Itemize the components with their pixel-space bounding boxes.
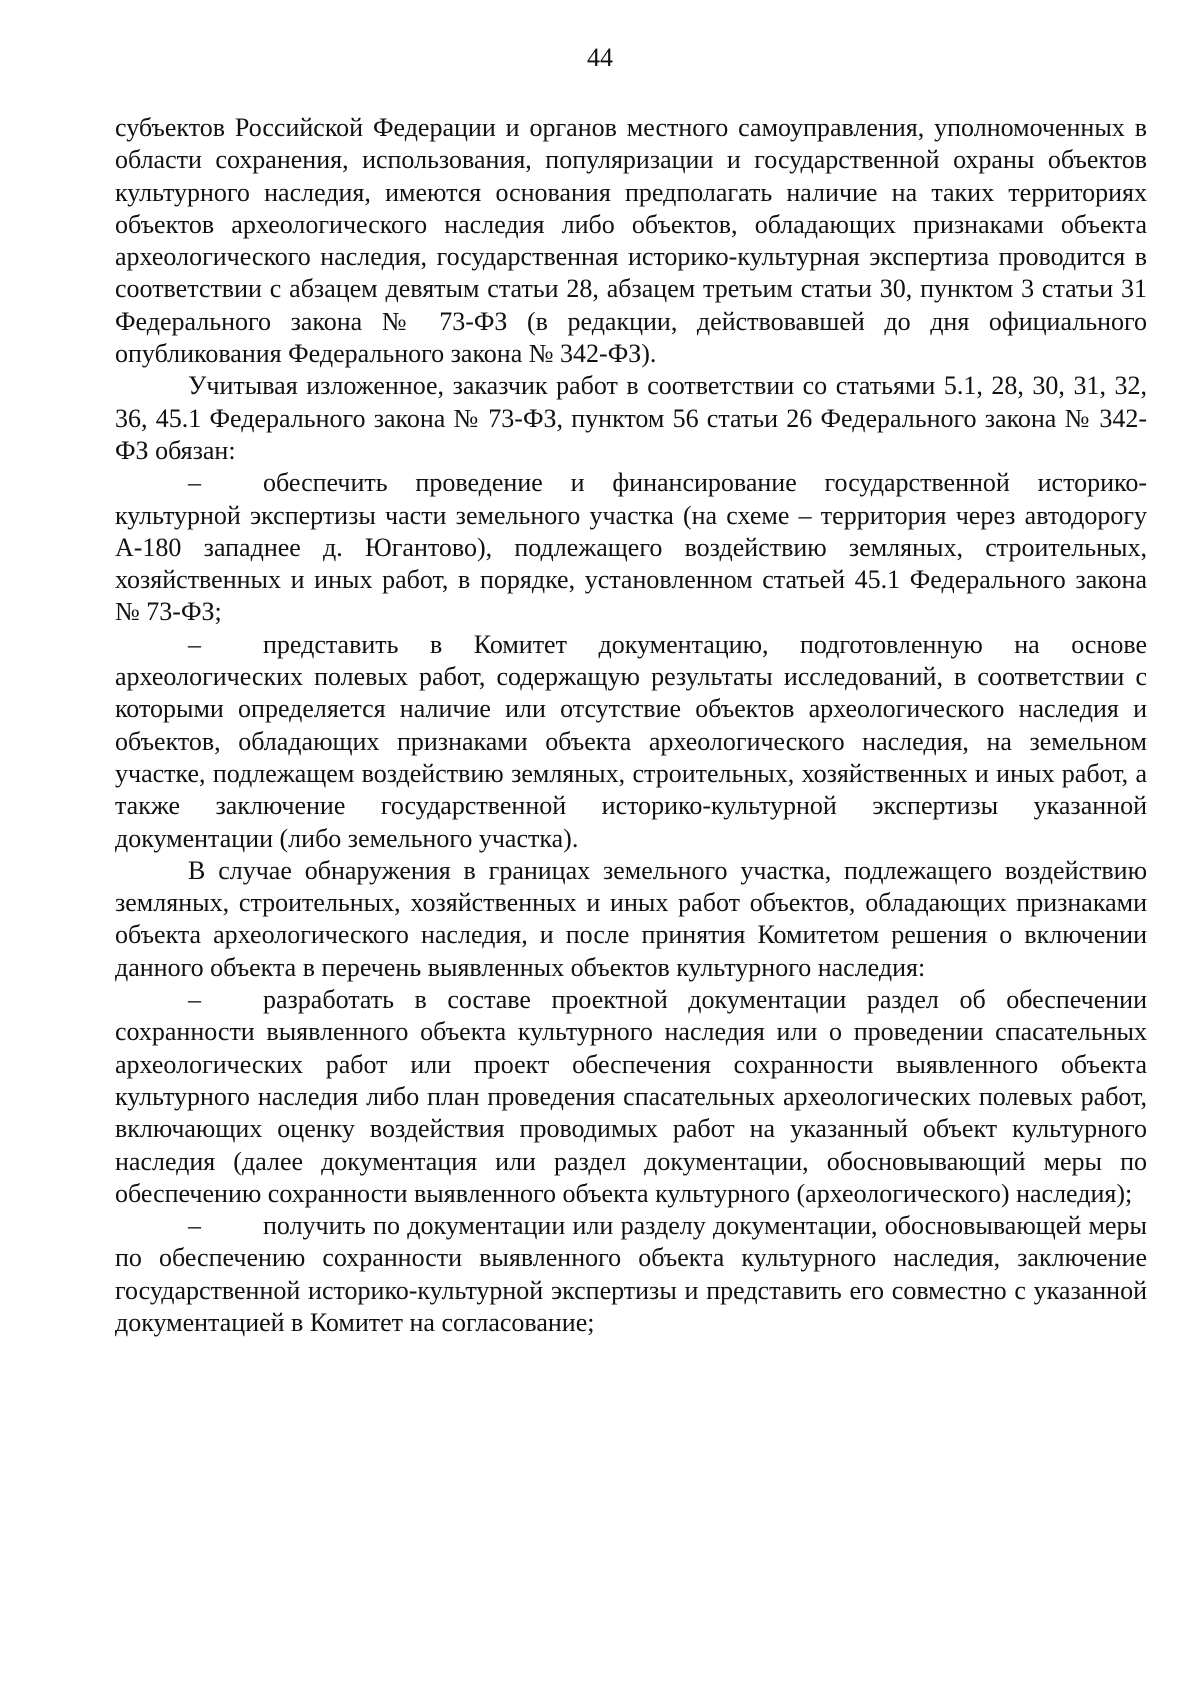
list-dash: – <box>188 1211 201 1241</box>
page-number: 44 <box>587 43 613 72</box>
list-item-text: разработать в составе проектной документации раздел об обеспечении сохранности выявленного объекта культурного наследия или о проведении спасательных археологических работ или проект обеспечения сохранности выявленного объекта культурного наследия либо план проведения спасательных археологических полевых работ, включающих оценку воздействия проводимых работ на указанный объект культурного наследия (далее документация или раздел документации, обосновывающий меры по обеспечению сохранности выявленного объекта культурного (археологического) наследия); <box>115 985 1147 1208</box>
list-dash: – <box>188 985 201 1015</box>
list-item-text: обеспечить проведение и финансирование государственной историко-культурной экспертизы части земельного участка (на схеме – территория через автодорогу А-180 западнее д. Югантово), подлежащего воздействию земляных, строительных, хозяйственных и иных работ, в порядке, установленном статьей 45.1 Федерального закона № 73-ФЗ; <box>115 468 1147 627</box>
list-dash: – <box>188 468 201 498</box>
list-dash: – <box>188 629 201 659</box>
paragraph-continuation: субъектов Российской Федерации и органов местного самоуправления, уполномоченных в области сохранения, использования, популяризации и государственной охраны объектов культурного наследия, имеются основания предполагать наличие на таких территориях объектов археологического наследия либо объектов, обладающих признаками объекта археологического наследия, государственная историко-культурная экспертиза проводится в соответствии с абзацем девятым статьи 28, абзацем третьим статьи 30, пунктом 3 статьи 31 Федерального закона № 73-ФЗ (в редакции, действовавшей до дня официального опубликования Федерального закона № 342-ФЗ). <box>115 113 1147 369</box>
paragraph-obligations-intro: Учитывая изложенное, заказчик работ в соответствии со статьями 5.1, 28, 30, 31, 32, 36, 45.1 Федерального закона № 73-ФЗ, пунктом 56 статьи 26 Федерального закона № 342-ФЗ обязан: <box>115 371 1147 465</box>
document-body <box>115 112 1147 1339</box>
list-item <box>115 467 1147 628</box>
list-item-text: получить по документации или разделу документации, обосновывающей меры по обеспечению сохранности выявленного объекта культурного наследия, заключение государственной историко-культурной экспертизы и представить его совместно с указанной документацией в Комитет на согласование; <box>115 1211 1147 1337</box>
list-item <box>115 629 1147 855</box>
list-item <box>115 984 1147 1210</box>
list-item <box>115 1210 1147 1339</box>
paragraph-discovery-case: В случае обнаружения в границах земельного участка, подлежащего воздействию земляных, строительных, хозяйственных и иных работ объектов, обладающих признаками объекта археологического наследия, и после принятия Комитетом решения о включении данного объекта в перечень выявленных объектов культурного наследия: <box>115 855 1147 982</box>
list-item-text: представить в Комитет документацию, подготовленную на основе археологических полевых работ, содержащую результаты исследований, в соответствии с которыми определяется наличие или отсутствие объектов археологического наследия и объектов, обладающих признаками объекта археологического наследия, на земельном участке, подлежащем воздействию земляных, строительных, хозяйственных и иных работ, а также заключение государственной историко-культурной экспертизы указанной документации (либо земельного участка). <box>115 629 1147 853</box>
